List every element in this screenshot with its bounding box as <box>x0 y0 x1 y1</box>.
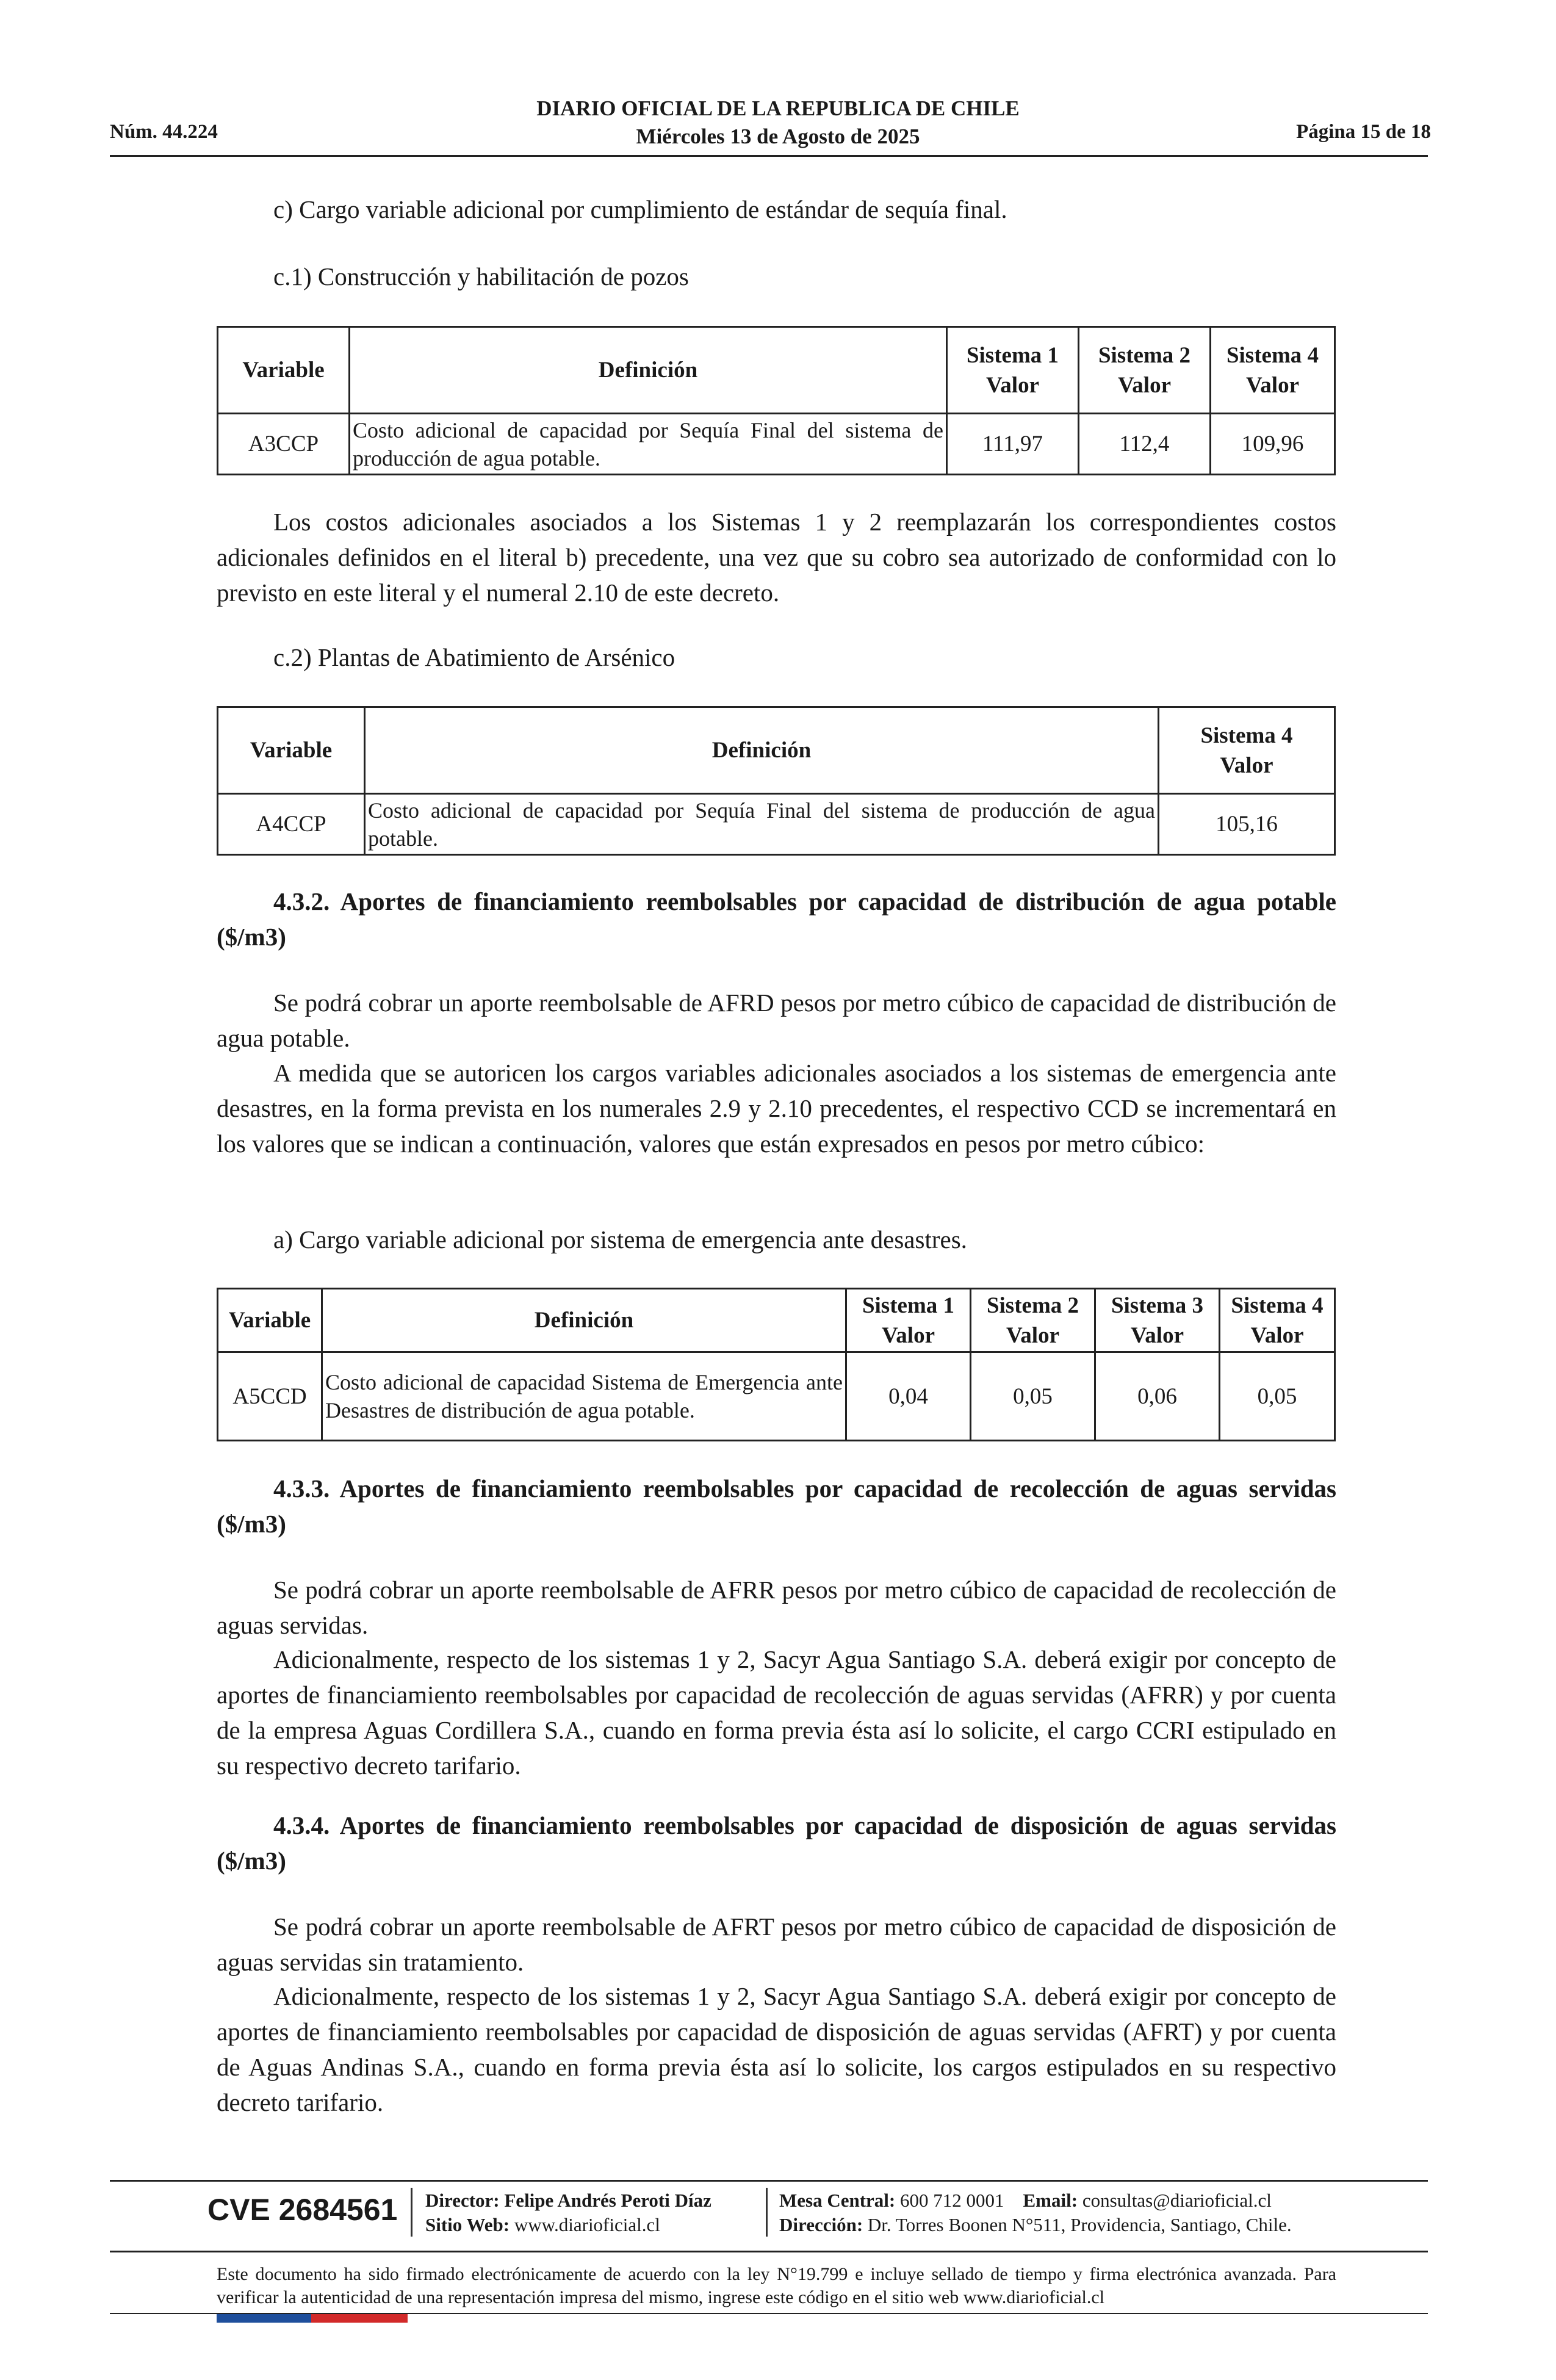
col-header-sistema4: Sistema 4 Valor <box>1211 327 1335 414</box>
col-header-variable: Variable <box>218 1289 322 1352</box>
col-header-sistema4: Sistema 4 Valor <box>1159 707 1335 794</box>
cell-value: 109,96 <box>1211 414 1335 475</box>
header-divider <box>110 155 1428 157</box>
footer-website-link[interactable]: www.diarioficial.cl <box>514 2214 660 2235</box>
footer-divider-top <box>110 2180 1428 2182</box>
cell-value: 112,4 <box>1079 414 1211 475</box>
col-header-variable: Variable <box>218 327 350 414</box>
col-header-sistema4: Sistema 4 Valor <box>1220 1289 1335 1352</box>
section-a-title: a) Cargo variable adicional por sistema de emergencia ante desastres. <box>273 1225 967 1253</box>
col-header-sistema3: Sistema 3 Valor <box>1095 1289 1220 1352</box>
col-header-sistema1: Sistema 1 Valor <box>947 327 1079 414</box>
heading-4-3-2: 4.3.2. Aportes de financiamiento reembolsables por capacidad de distribución de agua potable ($/m3) <box>217 887 1336 951</box>
table-row <box>218 794 1335 855</box>
cell-variable: A5CCD <box>218 1352 322 1441</box>
col-header-variable: Variable <box>218 707 365 794</box>
paragraph-4-3-2-b: A medida que se autoricen los cargos variables adicionales asociados a los sistemas de emergencia ante desastres, en la forma prevista en los numerales 2.9 y 2.10 precedentes, el respectivo CCD se incrementará en los valores que se indican a continuación, valores que están expresados en pesos por metro cúbico: <box>217 1059 1336 1158</box>
cell-value: 111,97 <box>947 414 1079 475</box>
cell-value: 105,16 <box>1159 794 1335 855</box>
footer-director-block: Director: Felipe Andrés Peroti Díaz Sitio Web: www.diarioficial.cl <box>425 2190 711 2235</box>
footer-email-link[interactable]: consultas@diarioficial.cl <box>1082 2190 1272 2211</box>
cell-variable: A4CCP <box>218 794 365 855</box>
paragraph-4-3-4-b: Adicionalmente, respecto de los sistemas 1 y 2, Sacyr Agua Santiago S.A. deberá exigir por concepto de aportes de financiamiento reembolsables por capacidad de disposición de aguas servidas (AFRT) y por cuenta de Aguas Andinas S.A., cuando en forma previa ésta así lo solicite, los cargos estipulados en su respectivo decreto tarifario. <box>217 1982 1336 2116</box>
col-header-sistema2: Sistema 2 Valor <box>1079 327 1211 414</box>
col-header-definition: Definición <box>365 707 1159 794</box>
cve-code: CVE 2684561 <box>207 2193 398 2227</box>
cell-variable: A3CCP <box>218 414 350 475</box>
masthead-date: Miércoles 13 de Agosto de 2025 <box>636 124 920 148</box>
director-name: Felipe Andrés Peroti Díaz <box>504 2190 711 2211</box>
section-c2-title: c.2) Plantas de Abatimiento de Arsénico <box>273 643 675 671</box>
table-a3ccp <box>217 326 1336 475</box>
cell-definition: Costo adicional de capacidad por Sequía Final del sistema de producción de agua potable. <box>365 794 1159 855</box>
paragraph-4-3-2-a: Se podrá cobrar un aporte reembolsable de AFRD pesos por metro cúbico de capacidad de distribución de agua potable. <box>217 989 1336 1052</box>
col-header-definition: Definición <box>322 1289 846 1352</box>
issue-number: Núm. 44.224 <box>110 121 218 143</box>
flag-bar-red <box>311 2314 408 2323</box>
table-row <box>218 1352 1335 1441</box>
address: Dr. Torres Boonen N°511, Providencia, Santiago, Chile. <box>867 2214 1292 2235</box>
phone-number: 600 712 0001 <box>900 2190 1004 2211</box>
cell-value: 0,04 <box>846 1352 971 1441</box>
section-c-title: c) Cargo variable adicional por cumplimiento de estándar de sequía final. <box>273 195 1007 223</box>
table-a5ccd <box>217 1288 1336 1441</box>
section-c1-title: c.1) Construcción y habilitación de pozos <box>273 262 689 290</box>
paragraph-4-3-4-a: Se podrá cobrar un aporte reembolsable de AFRT pesos por metro cúbico de capacidad de disposición de aguas servidas sin tratamiento. <box>217 1913 1336 1976</box>
col-header-sistema2: Sistema 2 Valor <box>971 1289 1095 1352</box>
col-header-sistema1: Sistema 1 Valor <box>846 1289 971 1352</box>
cell-definition: Costo adicional de capacidad por Sequía Final del sistema de producción de agua potable. <box>350 414 947 475</box>
masthead-title: DIARIO OFICIAL DE LA REPUBLICA DE CHILE <box>536 96 1020 120</box>
cell-value: 0,05 <box>971 1352 1095 1441</box>
table-row <box>218 414 1335 475</box>
cell-value: 0,06 <box>1095 1352 1220 1441</box>
cell-value: 0,05 <box>1220 1352 1335 1441</box>
cell-definition: Costo adicional de capacidad Sistema de Emergencia ante Desastres de distribución de agua potable. <box>322 1352 846 1441</box>
table-a4ccp <box>217 706 1336 856</box>
heading-4-3-4: 4.3.4. Aportes de financiamiento reembolsables por capacidad de disposición de aguas servidas ($/m3) <box>217 1811 1336 1875</box>
heading-4-3-3: 4.3.3. Aportes de financiamiento reembolsables por capacidad de recolección de aguas servidas ($/m3) <box>217 1474 1336 1538</box>
footer-divider-middle <box>110 2251 1428 2252</box>
page-number: Página 15 de 18 <box>1296 121 1431 143</box>
paragraph-c1: Los costos adicionales asociados a los Sistemas 1 y 2 reemplazarán los correspondientes costos adicionales definidos en el literal b) precedente, una vez que su cobro sea autorizado de conformidad con lo previsto en este literal y el numeral 2.10 de este decreto. <box>217 508 1336 607</box>
paragraph-4-3-3-b: Adicionalmente, respecto de los sistemas 1 y 2, Sacyr Agua Santiago S.A. deberá exigir por concepto de aportes de financiamiento reembolsables por capacidad de recolección de aguas servidas (AFRR) y por cuenta de la empresa Aguas Cordillera S.A., cuando en forma previa ésta así lo solicite, el cargo CCRI estipulado en su respectivo decreto tarifario. <box>217 1645 1336 1780</box>
flag-bar-blue <box>217 2314 311 2323</box>
col-header-definition: Definición <box>350 327 947 414</box>
paragraph-4-3-3-a: Se podrá cobrar un aporte reembolsable de AFRR pesos por metro cúbico de capacidad de recolección de aguas servidas. <box>217 1576 1336 1639</box>
footer-separator <box>411 2188 412 2237</box>
footer-separator <box>766 2188 768 2237</box>
footer-contact-block: Mesa Central: 600 712 0001 Email: consultas@diarioficial.cl Dirección: Dr. Torres Boonen N°511, Providencia, Santiago, Chile. <box>779 2190 1292 2235</box>
footer-disclaimer: Este documento ha sido firmado electrónicamente de acuerdo con la ley N°19.799 e incluye sellado de tiempo y firma electrónica avanzada. Para verificar la autenticidad de una representación impresa del mismo, ingrese este código en el sitio web www.diarioficial.cl <box>217 2264 1336 2307</box>
